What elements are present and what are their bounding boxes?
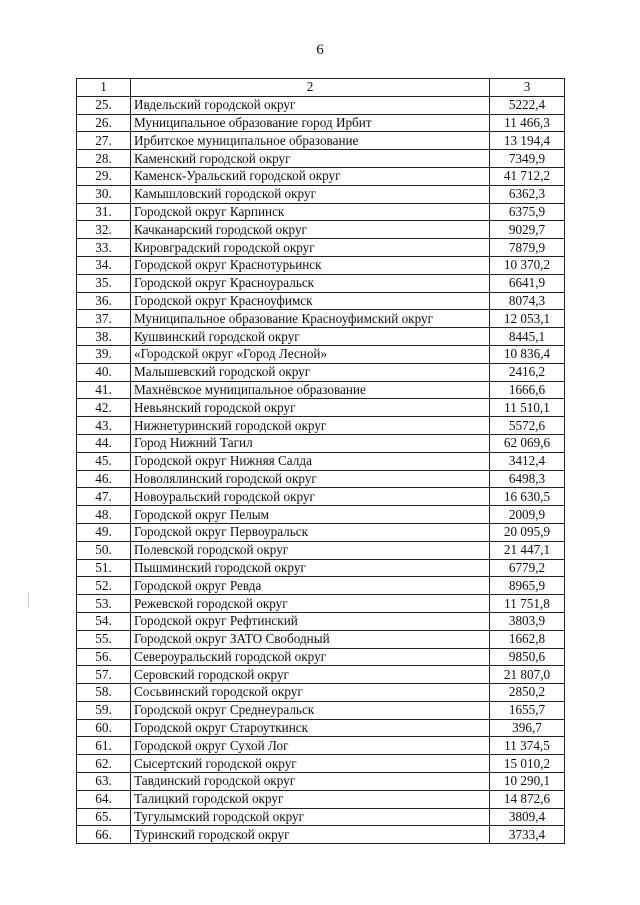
table-row: [77, 345, 565, 363]
amount-value: 41 712,2: [490, 167, 565, 185]
municipality-name: Новоуральский городской округ: [131, 488, 490, 506]
table-row: [77, 256, 565, 274]
amount-value: 6362,3: [490, 185, 565, 203]
table-row: [77, 167, 565, 185]
table-row: [77, 96, 565, 114]
amount-value: 5572,6: [490, 417, 565, 435]
margin-mark: [28, 592, 29, 608]
table-row: [77, 666, 565, 684]
row-number: 25.: [77, 96, 131, 114]
row-number: 59.: [77, 701, 131, 719]
table-row: [77, 773, 565, 791]
row-number: 43.: [77, 417, 131, 435]
table-row: [77, 328, 565, 346]
amount-value: 11 751,8: [490, 595, 565, 613]
row-number: 33.: [77, 239, 131, 257]
municipality-name: Туринский городской округ: [131, 826, 490, 844]
amount-value: 13 194,4: [490, 132, 565, 150]
row-number: 49.: [77, 523, 131, 541]
row-number: 37.: [77, 310, 131, 328]
table-row: [77, 577, 565, 595]
amount-value: 2009,9: [490, 506, 565, 524]
amount-value: 21 447,1: [490, 541, 565, 559]
municipality-name: Полевской городской округ: [131, 541, 490, 559]
row-number: 36.: [77, 292, 131, 310]
municipality-name: Ирбитское муниципальное образование: [131, 132, 490, 150]
amount-value: 11 466,3: [490, 114, 565, 132]
row-number: 61.: [77, 737, 131, 755]
table-row: [77, 150, 565, 168]
amount-value: 5222,4: [490, 96, 565, 114]
municipality-name: Городской округ Ревда: [131, 577, 490, 595]
municipality-name: Муниципальное образование Красноуфимский округ: [131, 310, 490, 328]
amount-value: 6498,3: [490, 470, 565, 488]
table-header-row: [77, 79, 565, 97]
municipality-name: Каменск-Уральский городской округ: [131, 167, 490, 185]
amount-value: 9029,7: [490, 221, 565, 239]
row-number: 66.: [77, 826, 131, 844]
municipality-name: Городской округ Староуткинск: [131, 719, 490, 737]
table-row: [77, 363, 565, 381]
table-row: [77, 701, 565, 719]
amount-value: 3412,4: [490, 452, 565, 470]
table-row: [77, 523, 565, 541]
header-col-value: 3: [490, 79, 565, 97]
table-row: [77, 132, 565, 150]
table-row: [77, 612, 565, 630]
table-row: [77, 221, 565, 239]
municipality-name: Серовский городской округ: [131, 666, 490, 684]
municipality-name: Муниципальное образование город Ирбит: [131, 114, 490, 132]
row-number: 30.: [77, 185, 131, 203]
header-col-name: 2: [131, 79, 490, 97]
table-row: [77, 595, 565, 613]
amount-value: 1662,8: [490, 630, 565, 648]
row-number: 63.: [77, 773, 131, 791]
table-row: [77, 541, 565, 559]
amount-value: 6375,9: [490, 203, 565, 221]
row-number: 41.: [77, 381, 131, 399]
row-number: 54.: [77, 612, 131, 630]
table-row: [77, 826, 565, 844]
table-row: [77, 434, 565, 452]
row-number: 38.: [77, 328, 131, 346]
row-number: 40.: [77, 363, 131, 381]
row-number: 47.: [77, 488, 131, 506]
row-number: 34.: [77, 256, 131, 274]
row-number: 44.: [77, 434, 131, 452]
municipality-name: Город Нижний Тагил: [131, 434, 490, 452]
table-row: [77, 310, 565, 328]
municipality-name: Городской округ ЗАТО Свободный: [131, 630, 490, 648]
row-number: 60.: [77, 719, 131, 737]
amount-value: 10 370,2: [490, 256, 565, 274]
table-row: [77, 559, 565, 577]
table-row: [77, 114, 565, 132]
row-number: 31.: [77, 203, 131, 221]
row-number: 52.: [77, 577, 131, 595]
municipality-name: Ивдельский городской округ: [131, 96, 490, 114]
municipality-name: Малышевский городской округ: [131, 363, 490, 381]
municipality-name: Режевской городской округ: [131, 595, 490, 613]
table-row: [77, 790, 565, 808]
table-row: [77, 239, 565, 257]
row-number: 32.: [77, 221, 131, 239]
table-row: [77, 506, 565, 524]
table-row: [77, 719, 565, 737]
municipality-name: Сысертский городской округ: [131, 755, 490, 773]
amount-value: 62 069,6: [490, 434, 565, 452]
amount-value: 396,7: [490, 719, 565, 737]
amount-value: 8965,9: [490, 577, 565, 595]
table-row: [77, 488, 565, 506]
amount-value: 8445,1: [490, 328, 565, 346]
amount-value: 12 053,1: [490, 310, 565, 328]
municipality-name: Тугулымский городской округ: [131, 808, 490, 826]
amount-value: 10 836,4: [490, 345, 565, 363]
municipality-name: Городской округ Нижняя Салда: [131, 452, 490, 470]
municipality-name: Североуральский городской округ: [131, 648, 490, 666]
row-number: 53.: [77, 595, 131, 613]
municipality-name: Качканарский городской округ: [131, 221, 490, 239]
municipality-name: Городской округ Сухой Лог: [131, 737, 490, 755]
row-number: 27.: [77, 132, 131, 150]
municipality-name: Пышминский городской округ: [131, 559, 490, 577]
municipality-name: Городской округ Краснотурьинск: [131, 256, 490, 274]
row-number: 50.: [77, 541, 131, 559]
row-number: 55.: [77, 630, 131, 648]
data-table: [76, 78, 565, 844]
municipality-name: Камышловский городской округ: [131, 185, 490, 203]
municipality-name: Городской округ Карпинск: [131, 203, 490, 221]
municipality-name: Талицкий городской округ: [131, 790, 490, 808]
row-number: 35.: [77, 274, 131, 292]
municipality-name: Городской округ Рефтинский: [131, 612, 490, 630]
municipality-name: Городской округ Среднеуральск: [131, 701, 490, 719]
row-number: 48.: [77, 506, 131, 524]
row-number: 51.: [77, 559, 131, 577]
amount-value: 7879,9: [490, 239, 565, 257]
amount-value: 8074,3: [490, 292, 565, 310]
header-col-number: 1: [77, 79, 131, 97]
table-row: [77, 399, 565, 417]
amount-value: 11 374,5: [490, 737, 565, 755]
row-number: 62.: [77, 755, 131, 773]
amount-value: 6779,2: [490, 559, 565, 577]
row-number: 28.: [77, 150, 131, 168]
page-number: 6: [316, 42, 324, 58]
municipality-name: Нижнетуринский городской округ: [131, 417, 490, 435]
amount-value: 9850,6: [490, 648, 565, 666]
amount-value: 3809,4: [490, 808, 565, 826]
row-number: 64.: [77, 790, 131, 808]
municipality-name: «Городской округ «Город Лесной»: [131, 345, 490, 363]
municipality-name: Городской округ Первоуральск: [131, 523, 490, 541]
amount-value: 6641,9: [490, 274, 565, 292]
amount-value: 3733,4: [490, 826, 565, 844]
municipality-name: Новолялинский городской округ: [131, 470, 490, 488]
row-number: 58.: [77, 684, 131, 702]
municipality-name: Сосьвинский городской округ: [131, 684, 490, 702]
amount-value: 20 095,9: [490, 523, 565, 541]
row-number: 26.: [77, 114, 131, 132]
amount-value: 14 872,6: [490, 790, 565, 808]
table-row: [77, 292, 565, 310]
amount-value: 2416,2: [490, 363, 565, 381]
table-row: [77, 470, 565, 488]
amount-value: 3803,9: [490, 612, 565, 630]
table-row: [77, 417, 565, 435]
municipality-name: Городской округ Красноуральск: [131, 274, 490, 292]
municipality-name: Городской округ Красноуфимск: [131, 292, 490, 310]
municipality-name: Невьянский городской округ: [131, 399, 490, 417]
table-row: [77, 737, 565, 755]
row-number: 39.: [77, 345, 131, 363]
table-body: [77, 79, 565, 844]
table-row: [77, 808, 565, 826]
table-row: [77, 684, 565, 702]
row-number: 57.: [77, 666, 131, 684]
municipality-name: Городской округ Пелым: [131, 506, 490, 524]
amount-value: 16 630,5: [490, 488, 565, 506]
row-number: 42.: [77, 399, 131, 417]
municipality-name: Кировградский городской округ: [131, 239, 490, 257]
amount-value: 15 010,2: [490, 755, 565, 773]
row-number: 65.: [77, 808, 131, 826]
table-row: [77, 755, 565, 773]
amount-value: 10 290,1: [490, 773, 565, 791]
amount-value: 7349,9: [490, 150, 565, 168]
municipality-name: Кушвинский городской округ: [131, 328, 490, 346]
municipality-name: Каменский городской округ: [131, 150, 490, 168]
municipality-name: Тавдинский городской округ: [131, 773, 490, 791]
amount-value: 1666,6: [490, 381, 565, 399]
table-row: [77, 381, 565, 399]
row-number: 29.: [77, 167, 131, 185]
table-row: [77, 452, 565, 470]
row-number: 56.: [77, 648, 131, 666]
amount-value: 11 510,1: [490, 399, 565, 417]
table-row: [77, 203, 565, 221]
municipality-name: Махнёвское муниципальное образование: [131, 381, 490, 399]
row-number: 45.: [77, 452, 131, 470]
amount-value: 1655,7: [490, 701, 565, 719]
table-row: [77, 185, 565, 203]
amount-value: 21 807,0: [490, 666, 565, 684]
row-number: 46.: [77, 470, 131, 488]
table-row: [77, 274, 565, 292]
table-row: [77, 630, 565, 648]
amount-value: 2850,2: [490, 684, 565, 702]
table-row: [77, 648, 565, 666]
